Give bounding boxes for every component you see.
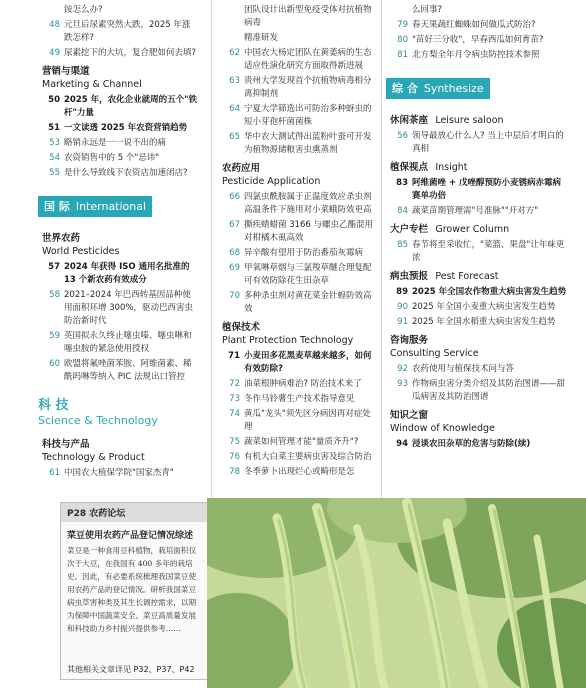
entry-list — [38, 19, 198, 60]
page-number: 85 — [397, 240, 408, 250]
toc-entry — [386, 316, 568, 329]
entry-list — [218, 191, 378, 316]
page-number: 90 — [397, 302, 408, 312]
entry-title: 是什么导致线下农资店加速闭店? — [64, 168, 188, 178]
entry-title: 春天果蔬红蜘蛛如何做瓜式防治? — [412, 20, 536, 30]
toc-entry — [38, 19, 198, 45]
page-number: 91 — [397, 317, 408, 327]
page-number: 60 — [49, 359, 60, 369]
toc-entry — [38, 94, 198, 120]
toc-entry — [386, 378, 568, 404]
page-number: 65 — [229, 132, 240, 142]
entry-title: 冬季萝卜出现烂心或畸形是怎 — [244, 467, 355, 477]
toc-entry — [218, 378, 378, 391]
section-title-en: Technology & Product — [42, 452, 145, 463]
category-title-en: Science & Technology — [38, 414, 158, 427]
page-number: 51 — [48, 123, 60, 133]
page-number: 56 — [397, 131, 408, 141]
toc-entry — [38, 152, 198, 165]
entry-title: 甲氧啉草烟与三氯羧草醚合理复配可有效防除花生田杂草 — [244, 263, 372, 286]
entry-title: 春节将至采收忙，"菜篮、果盘"让年味更浓 — [412, 240, 565, 263]
page-number: 71 — [228, 351, 240, 361]
toc-entry — [386, 130, 568, 156]
section-heading-leisure — [386, 114, 568, 127]
page-number: 54 — [49, 153, 60, 163]
entry-list — [38, 467, 198, 480]
page-number: 74 — [229, 409, 240, 419]
section-title-en: Pest Forecast — [435, 271, 499, 282]
entry-title: 油菜根肿病难治? 防治技术来了 — [244, 379, 362, 389]
section-title-en: Window of Knowledge — [390, 423, 495, 434]
section-title-en: Plant Protection Technology — [222, 335, 354, 346]
page-number: 63 — [229, 76, 240, 86]
section-title-cn: 知识之窗 — [390, 410, 429, 421]
section-title-cn: 休闲茶座 — [390, 115, 429, 126]
section-title-en: Pesticide Application — [222, 176, 321, 187]
section-title-cn: 咨询服务 — [390, 335, 429, 346]
entry-title: 有机大白菜主要病虫害及综合防治 — [244, 452, 372, 462]
category-banner-international — [38, 196, 152, 217]
section-title-cn: 农药应用 — [222, 163, 261, 174]
entry-title: 略销永远是一一说不出的痛 — [64, 138, 167, 148]
toc-entry — [386, 301, 568, 314]
entry-title: 农药使用与植保技术问与答 — [412, 364, 515, 374]
feature-summary: 菜豆是一种食用豆科植物，栽培面积仅次于大豆，在我国有 400 多年的栽培史。因此，有必要系统梳理我国菜豆使用农药产品的登记情况。研析我国菜豆病虫草害种类及其生长调控需求，以期为保障中国蔬菜安全、菜豆高质量发展和科技助力乡村振兴提供参考…… — [67, 546, 197, 633]
entry-list — [386, 363, 568, 404]
entry-continuation: 精准研发 — [244, 33, 279, 43]
page-number: 93 — [397, 379, 408, 389]
toc-entry — [386, 438, 568, 451]
section-heading-plant-protection — [218, 321, 378, 347]
entry-title: 2025 年全国水稻重大病虫害发生趋势 — [412, 317, 556, 327]
section-heading-knowledge — [386, 409, 568, 435]
entry-title: 2021–2024 年巴西转基因品种使用面积环增 300%，驱动巴西害虫防治新时代 — [64, 290, 194, 326]
toc-entry — [218, 393, 378, 406]
entry-title: 英国拟永久终止噻虫嗪、噻虫啉和噻虫胺的紧急使用授权 — [64, 331, 192, 354]
entry-title: 黄瓜"龙头"须先区分病因再对症处理 — [244, 409, 371, 432]
entry-title: 撕疾蜻蜡菌 3166 与螺虫乙酯混用对柑橘木虱高效 — [244, 220, 374, 243]
toc-entry — [386, 363, 568, 376]
page-number: 89 — [396, 287, 408, 297]
section-title-en: Grower Column — [435, 224, 510, 235]
entry-list — [38, 94, 198, 180]
entry-title: 贵州大学发现首个抗植物病毒相分离抑制剂 — [244, 76, 372, 99]
category-title-cn: 科 技 — [38, 398, 69, 413]
page-number: 92 — [397, 364, 408, 374]
toc-column-3 — [386, 4, 568, 453]
entry-title: 中国农大植保学院"国家杰青" — [64, 468, 174, 478]
entry-title: 阿维菌唑 + 戊唑醇预防小麦锈病赤霉病赛单功倍 — [412, 178, 562, 201]
entry-list — [218, 350, 378, 479]
entry-list — [386, 239, 568, 265]
toc-entry — [386, 286, 568, 299]
toc-entry — [218, 75, 378, 101]
section-title-cn: 营销与渠道 — [42, 66, 90, 77]
toc-entry — [386, 177, 568, 203]
entry-title: 多种杀虫剂对黄花菜金针蝗防效高效 — [244, 291, 372, 314]
toc-entry — [218, 47, 378, 73]
entry-title: 冬作马铃薯生产技术指导意见 — [244, 394, 355, 404]
page-number: 76 — [229, 452, 240, 462]
toc-entry — [38, 167, 198, 180]
entry-title: 一文读透 2025 年农资营销趋势 — [64, 123, 188, 133]
toc-entry — [386, 34, 568, 47]
section-heading-marketing — [38, 65, 198, 91]
page-number: 66 — [229, 192, 240, 202]
entry-continuation: 么回事? — [412, 5, 443, 15]
toc-entry — [218, 131, 378, 157]
page-number: 73 — [229, 394, 240, 404]
page-number: 72 — [229, 379, 240, 389]
entry-title: 中国农大杨定团队在黄萎病的生态适应性演化研究方面取得新进展 — [244, 48, 372, 71]
page-number: 80 — [397, 35, 408, 45]
entry-title: 欧盟将氟唑菌苯胺、阿维菌素、稀酰吗啉等纳入 PIC 法规出口管控 — [64, 359, 192, 382]
toc-entry — [218, 247, 378, 260]
section-heading-grower — [386, 223, 568, 236]
page-number: 67 — [229, 220, 240, 230]
section-title-cn: 植保技术 — [222, 322, 261, 333]
section-heading-technology — [38, 438, 198, 464]
entry-title: "苗好三分收"，早春西瓜如何育苗? — [412, 35, 544, 45]
toc-entry — [386, 49, 568, 62]
toc-column-2 — [218, 4, 378, 481]
page-number: 55 — [49, 168, 60, 178]
section-title-en: World Pesticides — [42, 246, 120, 257]
section-title-cn: 世界农药 — [42, 233, 81, 244]
section-heading-forecast — [386, 270, 568, 283]
page-number: 79 — [397, 20, 408, 30]
entry-title: 2025 年全国小麦重大病虫害发生趋势 — [412, 302, 556, 312]
green-bean-illustration — [207, 498, 586, 688]
page-number: 59 — [49, 331, 60, 341]
toc-entry — [218, 436, 378, 449]
entry-list — [38, 261, 198, 384]
toc-entry — [218, 191, 378, 217]
feature-article-box — [60, 502, 208, 680]
entry-title: 小麦田多花黑麦草越来越多，如何有效防除? — [244, 351, 372, 374]
entry-continuation: 铵怎么办? — [64, 5, 103, 15]
toc-entry — [218, 350, 378, 376]
section-title-en: Insight — [435, 162, 468, 173]
entry-title: 尿素挖下的大坑，复合肥如何去填? — [64, 48, 197, 58]
entry-title: 宁夏大学筛选出可防治多种蚜虫的短小芽孢杆菌菌株 — [244, 104, 372, 127]
toc-entry — [38, 261, 198, 287]
feature-page-label: P28 农药论坛 — [61, 503, 207, 522]
section-heading-pesticide-application — [218, 162, 378, 188]
toc-entry — [38, 47, 198, 60]
section-title-cn: 病虫预报 — [390, 271, 429, 282]
entry-title: 作物病虫害分类介绍及其防治图谱——甜瓜病害及其防治图谱 — [412, 379, 566, 402]
page-number: 62 — [229, 48, 240, 58]
feature-title: 菜豆使用农药产品登记情况综述 — [67, 531, 194, 541]
toc-entry — [38, 137, 198, 150]
section-title-en: Marketing & Channel — [42, 79, 142, 90]
section-title-cn: 科技与产品 — [42, 439, 90, 450]
feature-related-pages: 其他相关文章详见 P32、P37、P42 — [67, 665, 195, 674]
category-banner-synthesize — [386, 78, 490, 99]
category-title-en: Synthesize — [423, 82, 484, 95]
entry-title: 华中农大测试得出蓝粉叶蚕可开发为植物源储粮害虫熏蒸剂 — [244, 132, 372, 155]
toc-entry — [218, 219, 378, 245]
entry-title: 浸谈农田杂草的危害与防除(续) — [412, 439, 531, 449]
toc-entry — [38, 467, 198, 480]
page-number: 50 — [48, 95, 60, 105]
toc-entry — [38, 289, 198, 328]
entry-title: 2025 年，农化企业就周的五个"铁杆"力量 — [64, 95, 198, 118]
category-heading-science — [38, 398, 198, 428]
page-number: 84 — [397, 206, 408, 216]
toc-entry — [218, 408, 378, 434]
toc-entry — [386, 239, 568, 265]
toc-entry — [386, 205, 568, 218]
section-title-cn: 植保视点 — [390, 162, 429, 173]
section-title-en: Leisure saloon — [435, 115, 504, 126]
entry-list — [386, 19, 568, 62]
section-heading-insight — [386, 161, 568, 174]
page-number: 58 — [49, 290, 60, 300]
toc-entry — [218, 103, 378, 129]
page-number: 57 — [48, 262, 60, 272]
page-number: 68 — [229, 248, 240, 258]
entry-list — [218, 47, 378, 157]
page-number: 81 — [397, 50, 408, 60]
entry-title: 2024 年获得 ISO 通用名批准的 13 个新农药有效成分 — [64, 262, 190, 285]
page-number: 75 — [229, 437, 240, 447]
entry-list — [386, 177, 568, 218]
page-number: 48 — [49, 20, 60, 30]
page-number: 69 — [229, 263, 240, 273]
toc-entry — [38, 358, 198, 384]
entry-title: 农资销售中的 5 个"忌讳" — [64, 153, 160, 163]
category-title-en: International — [75, 200, 147, 213]
toc-entry — [38, 122, 198, 135]
toc-column-1 — [38, 4, 198, 482]
page-number: 61 — [49, 468, 60, 478]
entry-title: 2025 年全国农作物重大病虫害发生趋势 — [412, 287, 567, 297]
toc-entry — [218, 451, 378, 464]
page-number: 78 — [229, 467, 240, 477]
toc-entry — [218, 466, 378, 479]
entry-list — [386, 286, 568, 329]
green-bean-photo — [207, 498, 586, 688]
page-number: 94 — [396, 439, 408, 449]
entry-title: 蔬菜苗期管理需"号准脉""开对方" — [412, 206, 539, 216]
category-title-cn: 综 合 — [392, 82, 418, 95]
toc-entry — [218, 290, 378, 316]
entry-title: 蔬菜如何管理才能"量质齐升"? — [244, 437, 359, 447]
section-heading-world-pesticides — [38, 232, 198, 258]
entry-title: 北方梨全年月令病虫防控技术参照 — [412, 50, 540, 60]
toc-entry — [386, 19, 568, 32]
section-title-cn: 大户专栏 — [390, 224, 429, 235]
toc-entry — [218, 262, 378, 288]
column-divider — [381, 0, 382, 498]
page-number: 70 — [229, 291, 240, 301]
entry-title: 领导最放心什么人? 当上中层后才明白的真相 — [412, 131, 564, 154]
entry-title: 四氯虫酰胺属于正温度效应杀虫剂高温条件下施用对小菜蛾防效更高 — [244, 192, 372, 215]
page-number: 64 — [229, 104, 240, 114]
page-number: 49 — [49, 48, 60, 58]
entry-list — [386, 438, 568, 451]
entry-list — [386, 130, 568, 156]
section-heading-consulting — [386, 334, 568, 360]
column-divider — [211, 0, 212, 498]
category-title-cn: 国 际 — [44, 200, 70, 213]
section-title-en: Consulting Service — [390, 348, 479, 359]
entry-title: 异辛酸有望用于防治番茄灰霉病 — [244, 248, 364, 258]
page-number: 53 — [49, 138, 60, 148]
page-number: 83 — [396, 178, 408, 188]
toc-entry — [38, 330, 198, 356]
entry-continuation: 团队设计出新型免疫受体对抗植物病毒 — [244, 5, 372, 28]
entry-title: 元旦后尿素突然大跌，2025 年涨跌怎样? — [64, 20, 191, 43]
